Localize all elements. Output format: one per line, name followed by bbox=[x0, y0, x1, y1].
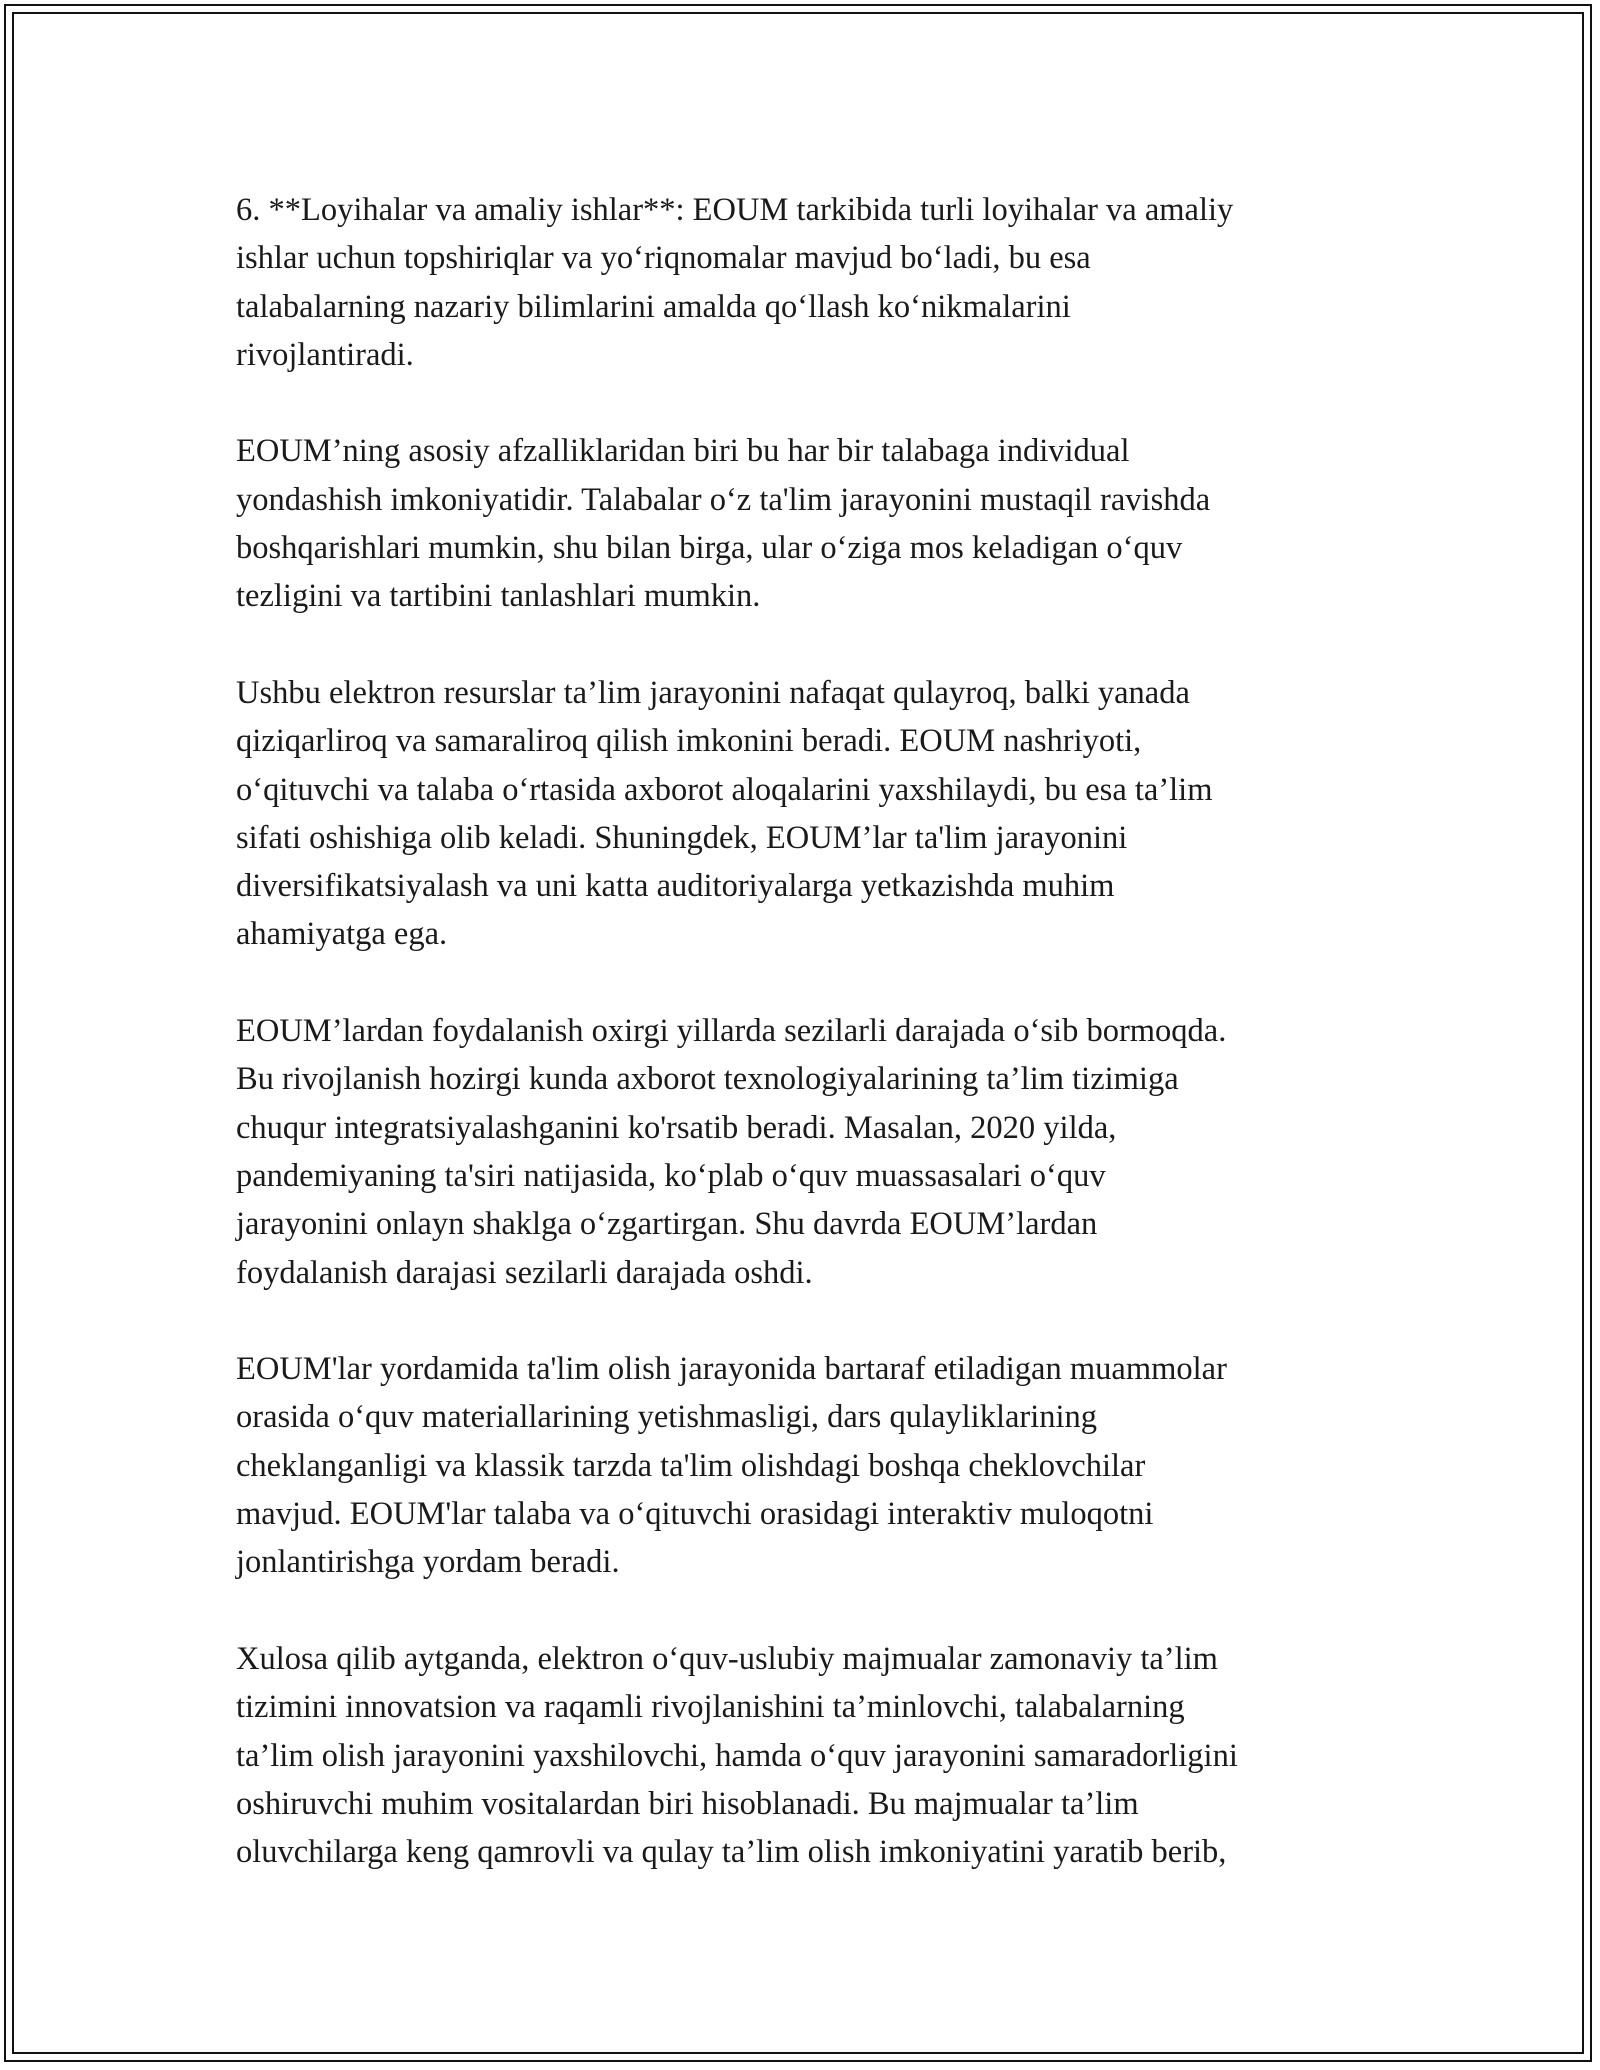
paragraph-electronic-resources bbox=[236, 669, 1376, 959]
text-line: rivojlantiradi. bbox=[236, 336, 414, 373]
text-line: EOUM'lar yordamida ta'lim olish jarayonida bartaraf etiladigan muammolar bbox=[236, 1351, 1227, 1388]
text-line: sifati oshishiga olib keladi. Shuningdek, EOUM’lar ta'lim jarayonini bbox=[236, 819, 1128, 856]
paragraph-usage-growth bbox=[236, 1007, 1376, 1297]
text-line: Ushbu elektron resurslar ta’lim jarayonini nafaqat qulayroq, balki yanada bbox=[236, 674, 1190, 711]
text-line: ahamiyatga ega. bbox=[236, 916, 448, 953]
text-line: yondashish imkoniyatidir. Talabalar o‘z ta'lim jarayonini mustaqil ravishda bbox=[236, 481, 1211, 518]
text-line: 6. **Loyihalar va amaliy ishlar**: EOUM tarkibida turli loyihalar va amaliy bbox=[236, 192, 1234, 228]
text-line: mavjud. EOUM'lar talaba va o‘qituvchi orasidagi interaktiv muloqotni bbox=[236, 1496, 1154, 1533]
text-line: oshiruvchi muhim vositalardan biri hisoblanadi. Bu majmualar ta’lim bbox=[236, 1785, 1139, 1822]
text-line: Xulosa qilib aytganda, elektron o‘quv-uslubiy majmualar zamonaviy ta’lim bbox=[236, 1640, 1218, 1677]
text-line: tizimini innovatsion va raqamli rivojlanishini ta’minlovchi, talabalarning bbox=[236, 1689, 1185, 1726]
text-line: talabalarning nazariy bilimlarini amalda qo‘llash ko‘nikmalarini bbox=[236, 288, 1071, 325]
text-line: qiziqarliroq va samaraliroq qilish imkonini beradi. EOUM nashriyoti, bbox=[236, 723, 1142, 760]
text-line: foydalanish darajasi sezilarli darajada oshdi. bbox=[236, 1254, 813, 1291]
paragraph-projects bbox=[236, 186, 1376, 379]
text-line: ishlar uchun topshiriqlar va yo‘riqnomalar mavjud bo‘ladi, bu esa bbox=[236, 240, 1091, 277]
text-line: cheklanganligi va klassik tarzda ta'lim olishdagi boshqa cheklovchilar bbox=[236, 1447, 1146, 1484]
text-line: boshqarishlari mumkin, shu bilan birga, ular o‘ziga mos keladigan o‘quv bbox=[236, 530, 1183, 567]
paragraph-problems-solved bbox=[236, 1345, 1376, 1586]
text-line: tezligini va tartibini tanlashlari mumkin. bbox=[236, 578, 761, 615]
text-line: ta’lim olish jarayonini yaxshilovchi, hamda o‘quv jarayonini samaradorligini bbox=[236, 1737, 1238, 1774]
text-line: o‘qituvchi va talaba o‘rtasida axborot aloqalarini yaxshilaydi, bu esa ta’lim bbox=[236, 771, 1213, 808]
text-line: EOUM’lardan foydalanish oxirgi yillarda sezilarli darajada o‘sib bormoqda. bbox=[236, 1013, 1227, 1050]
paragraph-individual-approach bbox=[236, 427, 1376, 620]
text-line: jonlantirishga yordam beradi. bbox=[236, 1544, 620, 1581]
text-line: jarayonini onlayn shaklga o‘zgartirgan. Shu davrda EOUM’lardan bbox=[236, 1206, 1098, 1243]
text-line: pandemiyaning ta'siri natijasida, ko‘plab o‘quv muassasalari o‘quv bbox=[236, 1157, 1106, 1194]
paragraph-conclusion bbox=[236, 1635, 1376, 1876]
text-line: Bu rivojlanish hozirgi kunda axborot texnologiyalarining ta’lim tizimiga bbox=[236, 1061, 1179, 1098]
text-line: oluvchilarga keng qamrovli va qulay ta’lim olish imkoniyatini yaratib berib, bbox=[236, 1834, 1227, 1871]
text-line: chuqur integratsiyalashganini ko'rsatib beradi. Masalan, 2020 yilda, bbox=[236, 1109, 1117, 1146]
text-line: orasida o‘quv materiallarining yetishmasligi, dars qulayliklarining bbox=[236, 1399, 1098, 1436]
text-line: EOUM’ning asosiy afzalliklaridan biri bu har bir talabaga individual bbox=[236, 433, 1130, 470]
document-body bbox=[236, 186, 1376, 1925]
text-line: diversifikatsiyalash va uni katta auditoriyalarga yetkazishda muhim bbox=[236, 868, 1115, 905]
